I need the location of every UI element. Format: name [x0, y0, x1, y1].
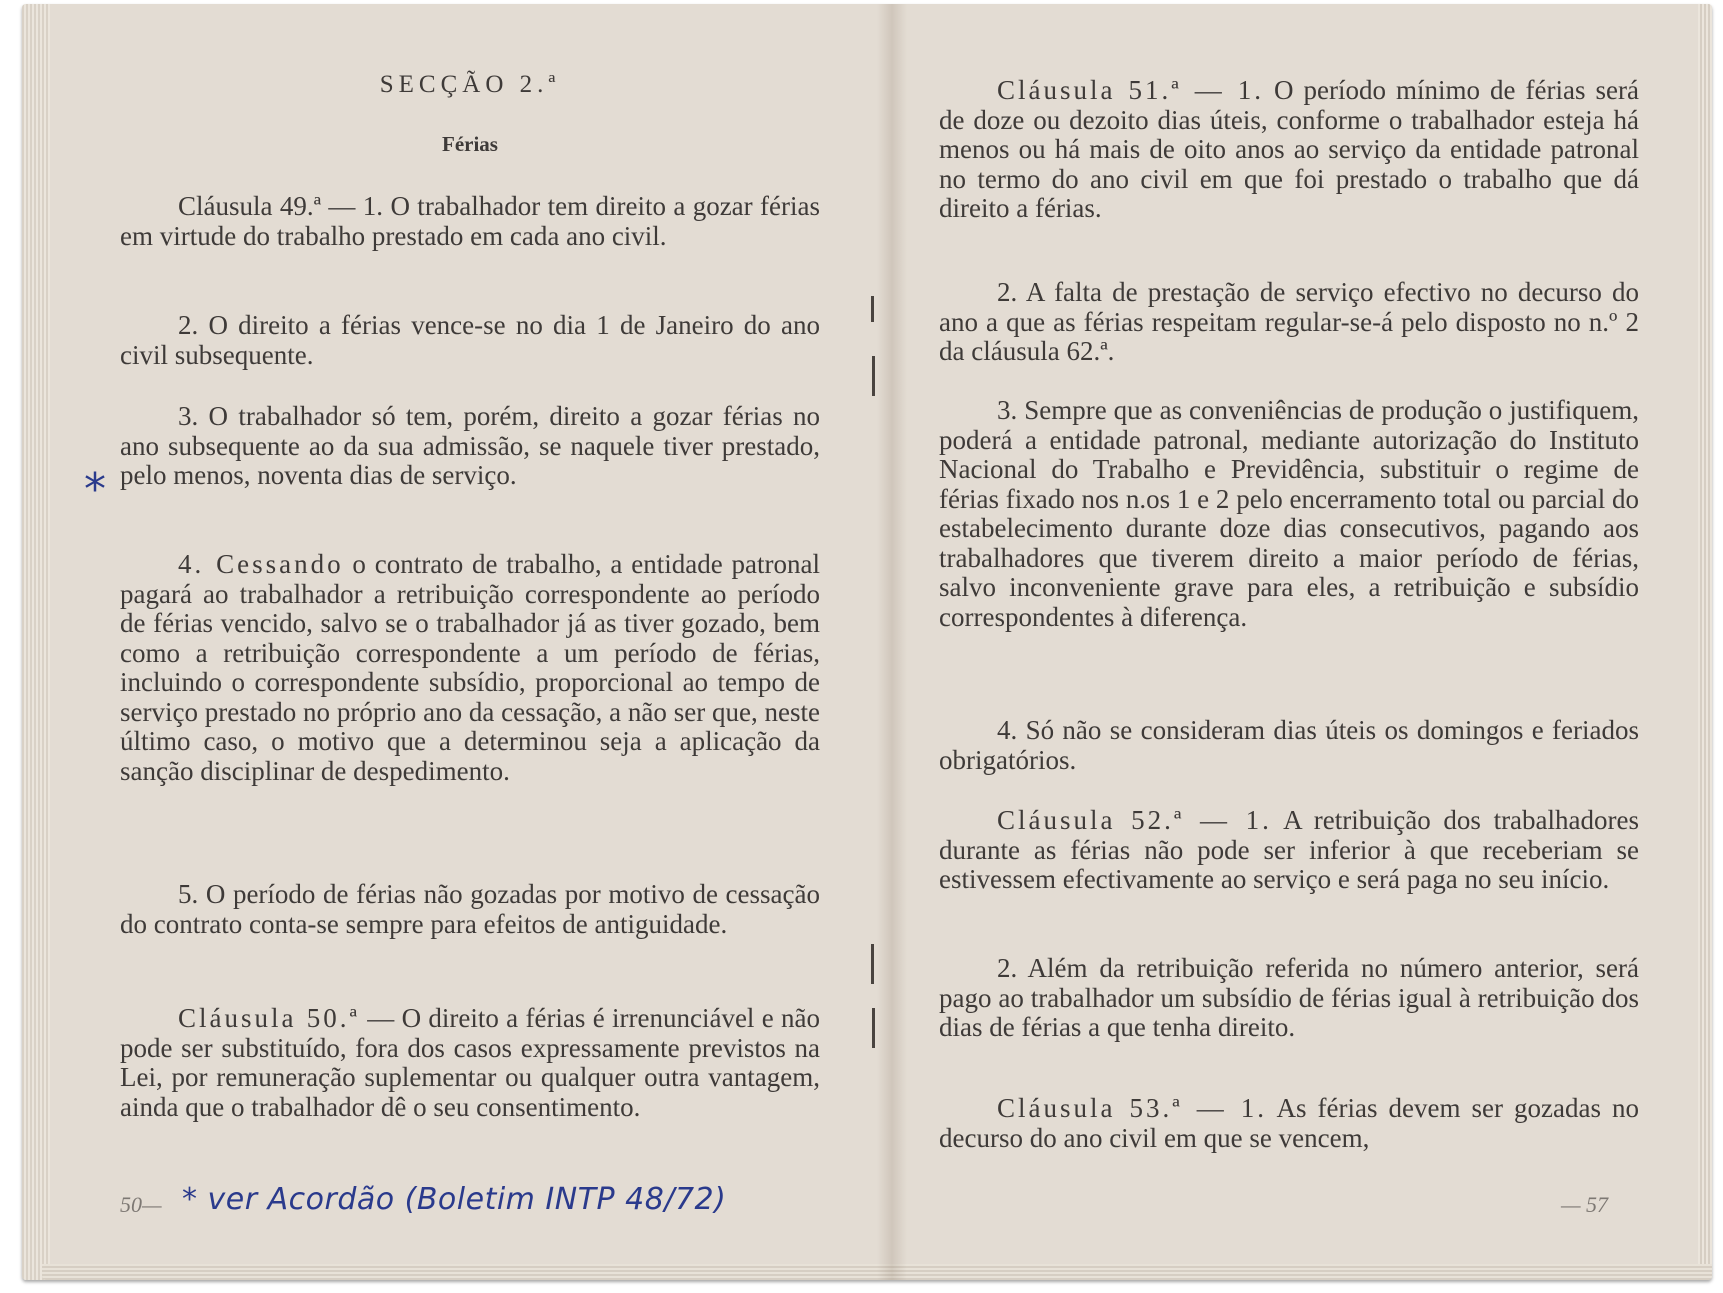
binding-mark — [872, 356, 875, 396]
handwritten-note: * ver Acordão (Boletim INTP 48/72) — [182, 1182, 727, 1217]
open-booklet — [22, 4, 1712, 1280]
paragraph-text: A falta de prestação de serviço efectivo no decurso do ano a que as férias respeitam regular-se-á pelo disposto no n.º 2 da cláusula 62.ª. — [939, 277, 1639, 366]
margin-asterisk: * — [84, 464, 106, 515]
paragraph-lead: Cláusula 52.ª — 1. — [997, 805, 1272, 835]
paragraph-lead: 2. — [178, 310, 199, 340]
paragraph-lead: Cláusula 53.ª — 1. — [997, 1093, 1267, 1123]
section-title: SECÇÃO 2.ª — [379, 71, 561, 98]
clause-49-2 — [120, 311, 820, 370]
paragraph-text: As férias devem ser gozadas no decurso do ano civil em que se vencem, — [939, 1093, 1640, 1153]
paragraph-lead: 2. — [997, 953, 1018, 983]
binding-mark — [871, 944, 874, 984]
paragraph-text: o contrato de trabalho, a entidade patronal pagará ao trabalhador a retribuição correspondente ao período de férias vencido, salvo se o trabalhador já as tiver gozado, bem como a retribuição correspondente a um período de férias, incluindo o correspondente subsídio, proporcional ao tempo de serviço prestado no próprio ano da cessação, a não ser que, neste último caso, o motivo que a determinou seja a aplicação da sanção disciplinar de despedimento. — [120, 549, 820, 786]
binding-mark — [872, 1008, 875, 1048]
paragraph-text: O período mínimo de férias será de doze ou dezoito dias úteis, conforme o trabalhador esteja há menos ou há mais de oito anos ao serviço da entidade patronal no termo do ano civil em que foi prestado o trabalho que dá direito a férias. — [939, 75, 1640, 223]
clause-51-3 — [939, 396, 1639, 632]
paragraph-lead: Cláusula 49.ª — 1. — [178, 191, 384, 221]
clause-52-1 — [939, 806, 1639, 895]
paragraph-lead: Cláusula 51.ª — 1. — [997, 75, 1264, 105]
paragraph-text: — O direito a férias é irrenunciável e não pode ser substituído, fora dos casos expressamente previstos na Lei, por remuneração suplementar ou qualquer outra vantagem, ainda que o trabalhador dê o seu consentimento. — [120, 1003, 821, 1122]
book-gutter — [877, 4, 907, 1280]
clause-49-4 — [120, 550, 820, 786]
binding-mark — [871, 296, 874, 322]
paragraph-text: O trabalhador só tem, porém, direito a gozar férias no ano subsequente ao da sua admissão, se naquele tiver prestado, pelo menos, noventa dias de serviço. — [120, 401, 820, 490]
paragraph-text: A retribuição dos trabalhadores durante as férias não pode ser inferior à que receberiam se estivessem efectivamente ao serviço e será paga no seu início. — [939, 805, 1639, 894]
clause-51-2 — [939, 278, 1639, 367]
paragraph-lead: 4. Cessando — [178, 549, 344, 579]
paragraph-lead: 5. — [178, 879, 199, 909]
paragraph-text: Só não se consideram dias úteis os domingos e feriados obrigatórios. — [939, 715, 1639, 775]
paragraph-lead: 3. — [997, 395, 1018, 425]
clause-53-1 — [939, 1094, 1639, 1153]
section-subtitle: Férias — [442, 132, 498, 156]
clause-51-1 — [939, 76, 1639, 224]
clause-51-4 — [939, 716, 1639, 775]
paragraph-text: O trabalhador tem direito a gozar férias em virtude do trabalho prestado em cada ano civil. — [120, 191, 820, 251]
paragraph-text: O período de férias não gozadas por motivo de cessação do contrato conta-se sempre para efeitos de antiguidade. — [120, 879, 820, 939]
clause-52-2 — [939, 954, 1639, 1043]
clause-49-5 — [120, 880, 820, 939]
paragraph-lead: 4. — [997, 715, 1018, 745]
paragraph-lead: 2. — [997, 277, 1018, 307]
paragraph-lead: Cláusula 50.ª — [178, 1003, 360, 1033]
page-number-left: 50— — [120, 1192, 162, 1217]
clause-49-1 — [120, 192, 820, 251]
clause-50 — [120, 1004, 820, 1122]
clause-49-3 — [120, 402, 820, 491]
paragraph-text: Sempre que as conveniências de produção o justifiquem, poderá a entidade patronal, mediante autorização do Instituto Nacional do Trabalho e Previdência, substituir o regime de férias fixado nos n.os 1 e 2 pelo encerramento total ou parcial do estabelecimento durante doze dias consecutivos, pagando aos trabalhadores que tiverem direito a maior período de férias, salvo inconveniente grave para eles, a retribuição e subsídio correspondentes à diferença. — [939, 395, 1639, 632]
paragraph-lead: 3. — [178, 401, 199, 431]
paragraph-text: Além da retribuição referida no número anterior, será pago ao trabalhador um subsídio de férias igual à retribuição dos dias de férias a que tenha direito. — [939, 953, 1639, 1042]
page-edges-left — [22, 4, 50, 1280]
paragraph-text: O direito a férias vence-se no dia 1 de Janeiro do ano civil subsequente. — [120, 310, 820, 370]
page-edges-right — [1698, 4, 1712, 1280]
page-number-right: — 57 — [1561, 1192, 1609, 1217]
